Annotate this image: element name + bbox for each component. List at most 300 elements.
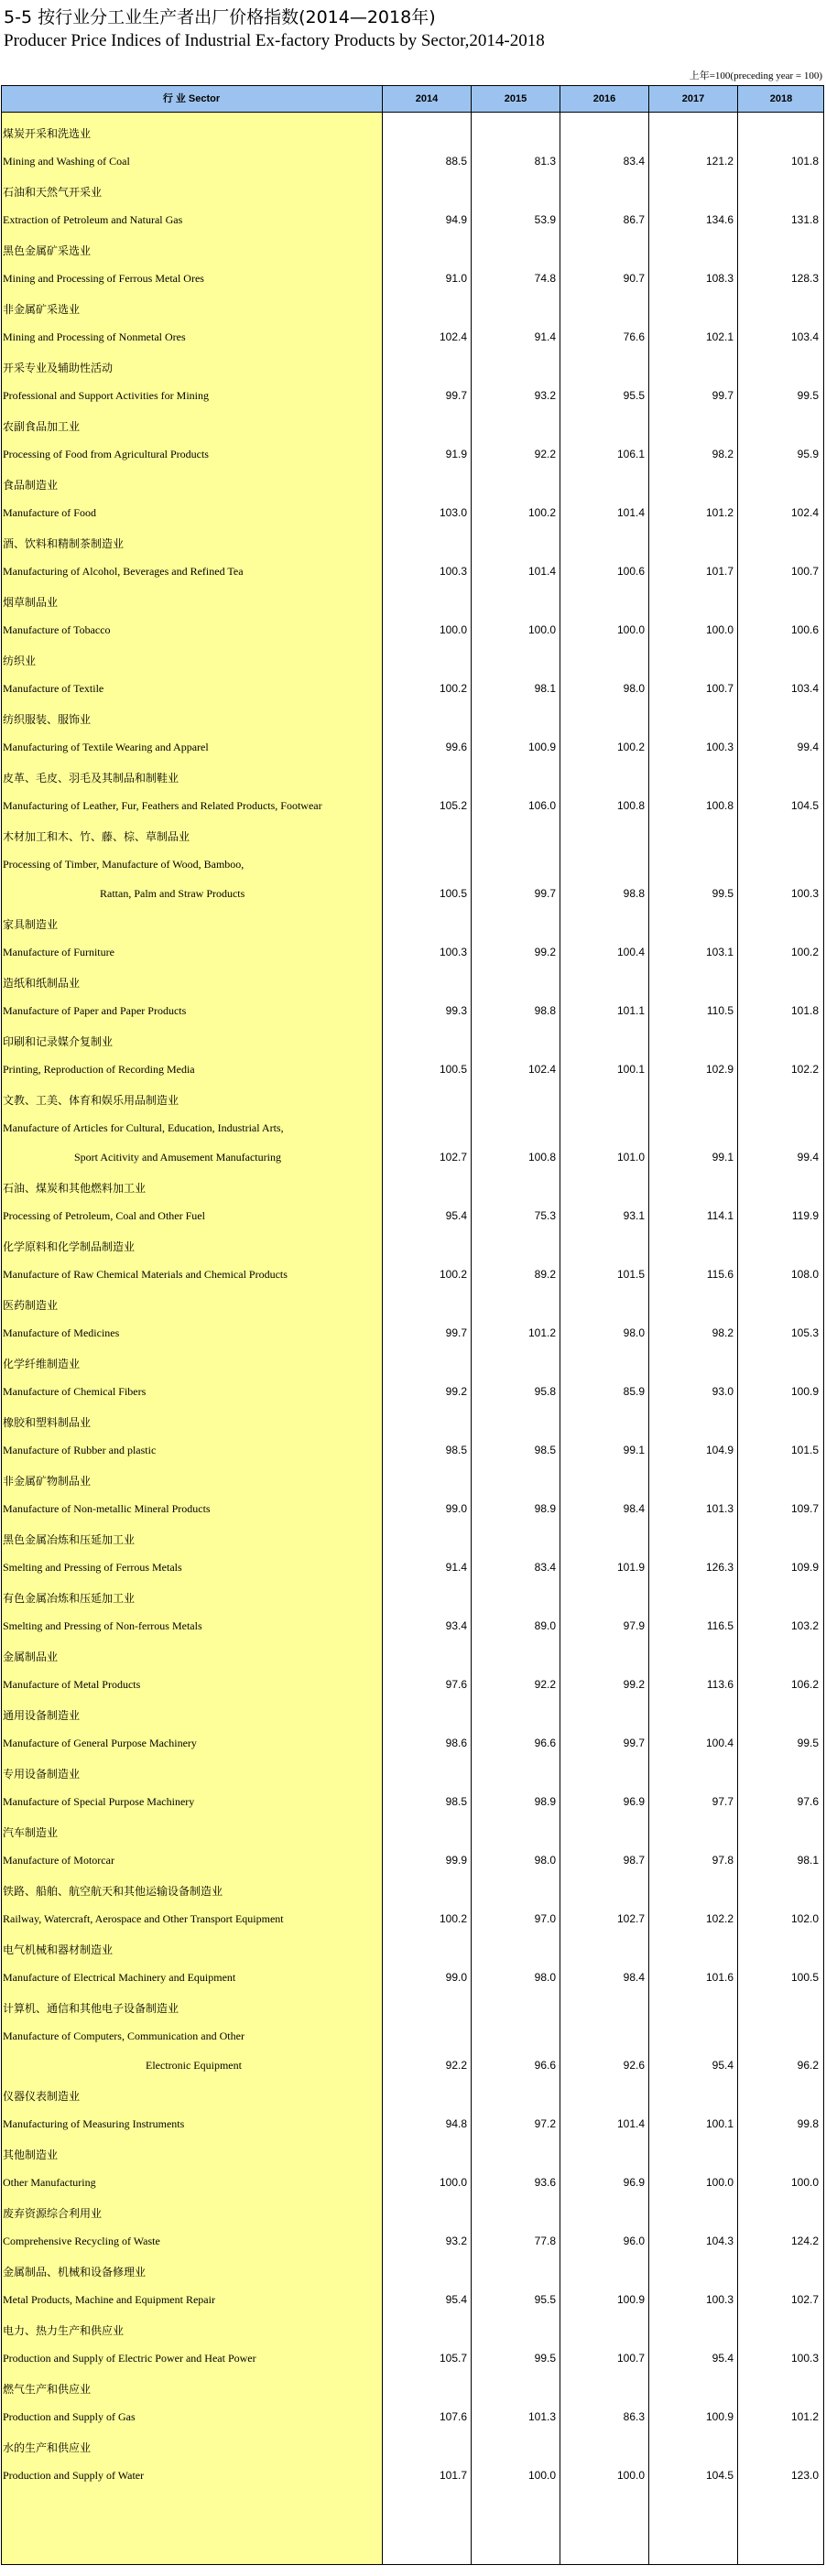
table-row [1,466,824,525]
sector-name-en: Other Manufacturing [3,2176,96,2189]
sector-name-en: Manufacturing of Leather, Fur, Feathers and Related Products, Footwear [3,799,322,812]
sector-name-cn: 铁路、船舶、航空航天和其他运输设备制造业 [3,1885,223,1898]
index-value-2014: 100.2 [439,1912,467,1925]
sector-name-en: Processing of Petroleum, Coal and Other Fuel [3,1209,205,1222]
sector-name-en: Processing of Timber, Manufacture of Wood, Bamboo, [3,858,245,871]
index-value-2014: 105.7 [439,2352,467,2365]
index-value-2015: 75.3 [534,1209,556,1222]
index-value-2017: 100.8 [705,799,734,812]
index-value-2015: 92.2 [534,448,556,460]
index-value-2018: 100.7 [790,565,819,578]
sector-name-en: Manufacture of Furniture [3,946,114,958]
table-row [1,232,824,290]
table-row [1,2077,824,2136]
index-value-2018: 123.0 [790,2469,819,2482]
sector-name-cn: 文教、工美、体育和娱乐用品制造业 [3,1094,179,1107]
index-value-2014: 95.4 [445,2293,467,2306]
index-value-2015: 101.2 [527,1326,556,1339]
index-value-2017: 100.4 [705,1737,734,1749]
index-value-2017: 101.3 [705,1502,734,1515]
sector-name-en: Comprehensive Recycling of Waste [3,2235,160,2247]
index-value-2018: 100.0 [790,2176,819,2189]
sector-name-cn: 非金属矿采选业 [3,303,81,316]
index-value-2018: 103.4 [790,682,819,695]
index-value-2014: 91.4 [445,1561,467,1574]
index-value-2017: 102.1 [705,330,734,343]
index-value-2017: 101.2 [705,506,734,519]
index-value-2016: 100.1 [616,1063,645,1076]
sector-name-cn: 纺织服装、服饰业 [3,713,92,726]
index-value-2015: 74.8 [534,272,556,285]
index-value-2017: 95.4 [712,2352,734,2365]
table-row [1,1872,824,1931]
index-value-2017: 126.3 [705,1561,734,1574]
index-value-2015: 83.4 [534,1561,556,1574]
sector-name-en-cont: Electronic Equipment [146,2059,242,2072]
index-value-2015: 99.7 [534,887,556,900]
index-value-2018: 119.9 [791,1209,819,1222]
index-value-2015: 99.2 [534,946,556,958]
index-value-2016: 86.3 [623,2410,645,2423]
index-value-2015: 89.0 [534,1619,556,1632]
index-value-2016: 98.0 [623,1326,645,1339]
table-row [1,1638,824,1696]
index-value-2015: 100.9 [527,741,556,753]
page-title-en: Producer Price Indices of Industrial Ex-factory Products by Sector,2014-2018 [4,31,545,50]
index-value-2017: 110.5 [706,1004,734,1017]
index-value-2018: 103.4 [790,330,819,343]
sector-name-cn: 烟草制品业 [3,596,59,609]
table-row [1,2429,824,2487]
table-row [1,1169,824,1228]
index-value-2016: 85.9 [623,1385,645,1398]
header-year-2018: 2018 [769,93,793,104]
index-value-2015: 89.2 [534,1268,556,1281]
index-value-2014: 94.9 [445,213,467,226]
sector-name-cn: 黑色金属冶炼和压延加工业 [3,1533,136,1546]
index-value-2014: 107.6 [439,2410,467,2423]
index-value-2014: 88.5 [445,155,467,168]
sector-name-cn: 医药制造业 [3,1299,59,1312]
index-value-2016: 101.1 [616,1004,645,1017]
index-value-2016: 100.8 [616,799,645,812]
index-value-2017: 100.3 [705,2293,734,2306]
index-value-2017: 97.8 [712,1854,734,1867]
index-value-2015: 102.4 [527,1063,556,1076]
sector-name-cn: 废弃资源综合利用业 [3,2207,103,2220]
sector-name-en: Smelting and Pressing of Non-ferrous Metals [3,1619,202,1632]
index-value-2016: 98.7 [623,1854,645,1867]
table-row [1,1462,824,1521]
index-value-2017: 101.7 [705,565,734,578]
table-row [1,349,824,407]
index-value-2016: 83.4 [623,155,645,168]
index-value-2017: 115.6 [706,1268,734,1281]
index-value-2017: 100.7 [705,682,734,695]
index-value-2018: 105.3 [790,1326,819,1339]
index-value-2015: 97.2 [534,2117,556,2130]
sector-name-cn: 有色金属冶炼和压延加工业 [3,1592,136,1605]
index-value-2016: 101.5 [616,1268,645,1281]
sector-name-cn: 橡胶和塑料制品业 [3,1416,92,1429]
sector-name-cn: 燃气生产和供应业 [3,2383,92,2396]
index-value-2018: 101.2 [790,2410,819,2423]
index-value-2017: 113.6 [706,1678,734,1691]
table-row [1,1579,824,1638]
index-value-2015: 92.2 [534,1678,556,1691]
index-value-2018: 101.8 [790,1004,819,1017]
index-value-2014: 102.7 [439,1151,467,1164]
index-value-2016: 92.6 [623,2059,645,2072]
index-value-2014: 100.5 [439,1063,467,1076]
index-value-2016: 101.4 [616,506,645,519]
index-value-2018: 100.2 [790,946,819,958]
sector-name-en: Printing, Reproduction of Recording Media [3,1063,195,1076]
sector-name-en: Production and Supply of Gas [3,2410,136,2423]
header-year-2016: 2016 [592,93,616,104]
index-value-2016: 98.0 [623,682,645,695]
sector-name-cn: 食品制造业 [3,479,59,492]
sector-name-cn: 开采专业及辅助性活动 [3,362,114,374]
table-row [1,2136,824,2194]
index-value-2015: 98.8 [534,1004,556,1017]
index-value-2015: 53.9 [534,213,556,226]
index-value-2017: 100.9 [705,2410,734,2423]
sector-name-en: Manufacture of Non-metallic Mineral Products [3,1502,211,1515]
sector-name-cn: 金属制品业 [3,1651,59,1663]
index-value-2018: 104.5 [790,799,819,812]
index-value-2014: 100.0 [439,623,467,636]
sector-name-en: Manufacture of Food [3,506,96,519]
table-row [1,1286,824,1345]
index-value-2017: 103.1 [705,946,734,958]
index-value-2014: 105.2 [439,799,467,812]
sector-name-cn: 印刷和记录媒介复制业 [3,1035,114,1048]
index-value-2018: 100.3 [790,887,819,900]
index-value-2018: 103.2 [790,1619,819,1632]
sector-name-cn: 化学原料和化学制品制造业 [3,1240,136,1253]
index-value-2018: 100.9 [790,1385,819,1398]
index-value-2017: 99.1 [712,1151,734,1164]
index-value-2015: 100.2 [527,506,556,519]
sector-name-en: Manufacture of Special Purpose Machinery [3,1795,195,1808]
index-value-2018: 98.1 [797,1854,819,1867]
table-row [1,1755,824,1813]
sector-name-cn: 纺织业 [3,655,37,667]
index-value-2015: 93.2 [534,389,556,402]
sector-name-cn: 黑色金属矿采选业 [3,244,92,257]
sector-name-en: Mining and Washing of Coal [3,155,130,168]
index-value-2015: 101.4 [527,565,556,578]
sector-name-en: Manufacture of Articles for Cultural, Education, Industrial Arts, [3,1121,284,1134]
table-row [1,817,824,905]
index-value-2014: 93.4 [445,1619,467,1632]
index-value-2018: 128.3 [790,272,819,285]
index-value-2014: 99.0 [445,1502,467,1515]
sector-name-cn: 金属制品、机械和设备修理业 [3,2266,147,2278]
index-value-2015: 96.6 [534,2059,556,2072]
header-year-2014: 2014 [415,93,439,104]
index-value-2018: 100.5 [790,1971,819,1984]
index-value-2016: 97.9 [623,1619,645,1632]
index-value-2014: 91.9 [445,448,467,460]
index-value-2014: 100.3 [439,946,467,958]
index-value-2016: 101.9 [616,1561,645,1574]
sector-name-cn: 木材加工和木、竹、藤、棕、草制品业 [3,830,190,843]
index-value-2014: 99.9 [445,1854,467,1867]
index-value-2017: 104.9 [705,1444,734,1456]
sector-name-en: Manufacture of Rubber and plastic [3,1444,157,1456]
index-value-2017: 104.5 [705,2469,734,2482]
table-row [1,964,824,1023]
index-value-2016: 100.0 [616,623,645,636]
index-value-2017: 99.5 [712,887,734,900]
sector-name-cn: 电气机械和器材制造业 [3,1943,114,1956]
index-value-2017: 97.7 [712,1795,734,1808]
index-value-2018: 102.2 [790,1063,819,1076]
table-row [1,407,824,466]
index-value-2017: 100.3 [705,741,734,753]
sector-name-en: Railway, Watercraft, Aerospace and Other Transport Equipment [3,1912,284,1925]
index-value-2014: 99.6 [445,741,467,753]
table-row [1,2253,824,2311]
index-value-2014: 93.2 [445,2235,467,2247]
index-value-2015: 98.0 [534,1854,556,1867]
sector-name-en: Metal Products, Machine and Equipment Repair [3,2293,215,2306]
sector-name-en: Manufacture of Tobacco [3,623,111,636]
index-value-2014: 98.5 [445,1795,467,1808]
page-title-cn: 5-5 按行业分工业生产者出厂价格指数(2014—2018年) [4,7,436,27]
index-value-2014: 92.2 [445,2059,467,2072]
table-body [1,113,824,2487]
index-value-2017: 102.9 [705,1063,734,1076]
sector-name-cn: 计算机、通信和其他电子设备制造业 [3,2002,179,2015]
sector-name-en: Manufacturing of Textile Wearing and Apparel [3,741,209,753]
index-value-2017: 101.6 [705,1971,734,1984]
index-value-2017: 93.0 [712,1385,734,1398]
index-value-2016: 98.4 [623,1971,645,1984]
index-value-2018: 96.2 [797,2059,819,2072]
index-value-2015: 98.9 [534,1795,556,1808]
index-value-2014: 100.2 [439,1268,467,1281]
index-value-2016: 96.9 [623,1795,645,1808]
sector-name-en: Professional and Support Activities for Mining [3,389,209,402]
table-row [1,905,824,964]
index-value-2016: 101.4 [616,2117,645,2130]
index-value-2017: 99.7 [712,389,734,402]
index-value-2015: 106.0 [527,799,556,812]
sector-name-en: Extraction of Petroleum and Natural Gas [3,213,183,226]
index-value-2015: 93.6 [534,2176,556,2189]
table-row [1,1081,824,1169]
sector-name-cn: 专用设备制造业 [3,1768,81,1780]
sector-name-en: Production and Supply of Water [3,2469,145,2482]
table-row [1,1403,824,1462]
sector-name-en: Manufacture of Motorcar [3,1854,114,1867]
index-value-2016: 93.1 [623,1209,645,1222]
sector-name-en: Manufacture of Computers, Communication and Other [3,2029,245,2042]
index-value-2015: 100.0 [527,623,556,636]
index-value-2018: 95.9 [797,448,819,460]
index-value-2018: 99.4 [797,741,819,753]
index-value-2017: 134.6 [705,213,734,226]
index-value-2017: 100.0 [705,623,734,636]
sector-name-en: Manufacture of Electrical Machinery and Equipment [3,1971,236,1984]
index-value-2017: 95.4 [712,2059,734,2072]
index-value-2014: 97.6 [445,1678,467,1691]
index-value-2017: 108.3 [705,272,734,285]
index-value-2018: 131.8 [790,213,819,226]
sector-name-cn: 汽车制造业 [3,1826,59,1839]
index-value-2018: 101.5 [790,1444,819,1456]
index-value-2016: 86.7 [623,213,645,226]
index-value-2014: 99.0 [445,1971,467,1984]
index-value-2017: 114.1 [706,1209,734,1222]
sector-name-cn: 电力、热力生产和供应业 [3,2324,125,2337]
sector-name-cn: 酒、饮料和精制茶制造业 [3,537,125,550]
table-row [1,525,824,583]
sector-name-cn: 煤炭开采和洗选业 [3,127,92,140]
table-row [1,759,824,817]
table-row [1,2370,824,2429]
index-value-2016: 106.1 [616,448,645,460]
sector-name-cn: 皮革、毛皮、羽毛及其制品和制鞋业 [3,772,179,785]
index-value-2016: 100.6 [616,565,645,578]
index-value-2015: 95.5 [534,2293,556,2306]
header-year-2017: 2017 [681,93,705,104]
index-value-2014: 91.0 [445,272,467,285]
sector-name-en: Manufacturing of Alcohol, Beverages and Refined Tea [3,565,244,578]
index-value-2016: 98.8 [623,887,645,900]
index-value-2018: 102.7 [790,2293,819,2306]
index-value-2018: 101.8 [790,155,819,168]
index-value-2016: 98.4 [623,1502,645,1515]
table-row [1,2194,824,2253]
index-value-2016: 101.0 [616,1151,645,1164]
index-value-2017: 104.3 [705,2235,734,2247]
index-value-2016: 99.7 [623,1737,645,1749]
index-value-2018: 109.7 [790,1502,819,1515]
sector-name-cn: 石油、煤炭和其他燃料加工业 [3,1182,147,1195]
index-value-2015: 100.0 [527,2469,556,2482]
sector-name-en: Production and Supply of Electric Power and Heat Power [3,2352,256,2365]
sector-name-cn: 家具制造业 [3,918,59,931]
sector-name-cn: 水的生产和供应业 [3,2441,92,2454]
index-value-2015: 98.1 [534,682,556,695]
index-value-2014: 100.5 [439,887,467,900]
index-value-2015: 77.8 [534,2235,556,2247]
header-sector: 行 业 Sector [162,93,221,104]
index-value-2016: 76.6 [623,330,645,343]
table-row [1,642,824,700]
sector-name-cn: 通用设备制造业 [3,1709,81,1722]
index-value-2016: 99.2 [623,1678,645,1691]
header-year-2015: 2015 [504,93,527,104]
index-value-2018: 99.8 [797,2117,819,2130]
index-value-2017: 116.5 [706,1619,734,1632]
index-value-2015: 98.5 [534,1444,556,1456]
index-value-2014: 98.5 [445,1444,467,1456]
index-value-2016: 100.9 [616,2293,645,2306]
sector-name-cn: 石油和天然气开采业 [3,186,103,199]
table-row [1,1521,824,1579]
index-value-2014: 100.0 [439,2176,467,2189]
index-value-2014: 99.7 [445,389,467,402]
index-value-2018: 99.5 [797,389,819,402]
index-value-2017: 121.2 [705,155,734,168]
index-value-2015: 97.0 [534,1912,556,1925]
table-row [1,2311,824,2370]
sector-name-en: Manufacturing of Measuring Instruments [3,2117,185,2130]
index-value-2018: 102.0 [790,1912,819,1925]
table-header [1,85,824,113]
index-value-2016: 96.0 [623,2235,645,2247]
index-value-2016: 99.1 [623,1444,645,1456]
sector-name-en: Processing of Food from Agricultural Products [3,448,209,460]
index-value-2018: 109.9 [790,1561,819,1574]
table-row [1,700,824,759]
index-value-2016: 96.9 [623,2176,645,2189]
table-row [1,1813,824,1872]
sector-name-en-cont: Rattan, Palm and Straw Products [100,887,245,900]
index-value-2014: 99.7 [445,1326,467,1339]
index-value-2014: 100.2 [439,682,467,695]
index-value-2014: 102.4 [439,330,467,343]
index-value-2018: 99.4 [797,1151,819,1164]
index-value-2014: 103.0 [439,506,467,519]
sector-name-en: Manufacture of Paper and Paper Products [3,1004,187,1017]
table-row [1,173,824,232]
index-value-2018: 108.0 [790,1268,819,1281]
index-value-2015: 95.8 [534,1385,556,1398]
table-row [1,1696,824,1755]
index-value-2014: 101.7 [439,2469,467,2482]
sector-name-en: Manufacture of Chemical Fibers [3,1385,147,1398]
index-value-2018: 124.2 [790,2235,819,2247]
index-value-2018: 100.3 [790,2352,819,2365]
table-row [1,1345,824,1403]
index-value-2014: 95.4 [445,1209,467,1222]
table-row [1,290,824,349]
index-value-2015: 91.4 [534,330,556,343]
index-value-2016: 100.2 [616,741,645,753]
table-row [1,114,824,173]
sector-name-en-cont: Sport Acitivity and Amusement Manufacturing [74,1151,281,1164]
index-value-2016: 100.4 [616,946,645,958]
sector-name-en: Mining and Processing of Ferrous Metal Ores [3,272,204,285]
sector-name-cn: 造纸和纸制品业 [3,977,81,990]
price-index-table [1,85,824,2565]
index-value-2017: 100.0 [705,2176,734,2189]
sector-name-cn: 其他制造业 [3,2148,59,2161]
index-value-2017: 98.2 [712,448,734,460]
index-value-2014: 94.8 [445,2117,467,2130]
index-value-2015: 81.3 [534,155,556,168]
index-value-2015: 100.8 [527,1151,556,1164]
index-value-2018: 99.5 [797,1737,819,1749]
sector-name-en: Manufacture of General Purpose Machinery [3,1737,197,1749]
sector-name-en: Manufacture of Textile [3,682,104,695]
sector-name-en: Manufacture of Raw Chemical Materials and Chemical Products [3,1268,288,1281]
index-value-2016: 100.0 [616,2469,645,2482]
index-value-2018: 106.2 [790,1678,819,1691]
index-value-2018: 100.6 [790,623,819,636]
index-value-2018: 97.6 [797,1795,819,1808]
index-value-2017: 102.2 [705,1912,734,1925]
index-value-2014: 100.3 [439,565,467,578]
sector-name-en: Mining and Processing of Nonmetal Ores [3,330,186,343]
index-value-2014: 99.3 [445,1004,467,1017]
